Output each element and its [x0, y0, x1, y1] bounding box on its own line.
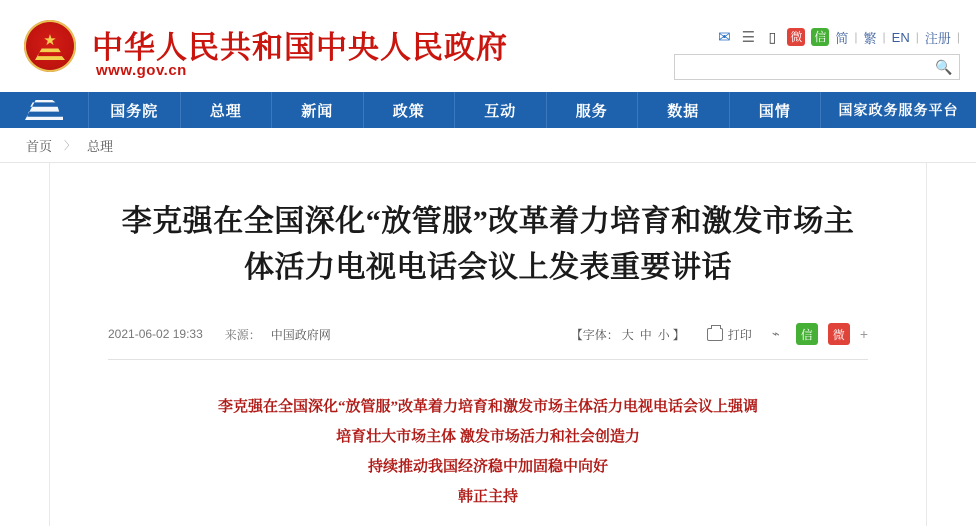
- subtitle-line: 持续推动我国经济稳中加固稳中向好: [367, 459, 608, 475]
- search-box: [674, 54, 960, 80]
- breadcrumb-item-premier[interactable]: 总理: [87, 138, 114, 154]
- share-weibo-icon[interactable]: 微: [828, 323, 850, 345]
- link-separator: |: [882, 30, 886, 44]
- site-header: [0, 0, 976, 92]
- nav-home-button[interactable]: [0, 92, 89, 128]
- article-container: [49, 163, 927, 526]
- site-url: www.gov.cn: [96, 62, 187, 79]
- printer-icon: [707, 328, 723, 341]
- site-title: 中华人民共和国中央人民政府: [92, 30, 508, 65]
- print-label: 打印: [727, 327, 752, 342]
- article-subtitles: [108, 392, 868, 512]
- nav-item-fuwu[interactable]: 服务: [547, 92, 639, 128]
- meta-divider: [108, 359, 868, 360]
- nav-item-government-service-platform[interactable]: 国家政务服务平台: [838, 102, 959, 118]
- share-more-icon[interactable]: +: [859, 326, 868, 342]
- breadcrumb-item-home[interactable]: 首页: [26, 138, 53, 154]
- mail-icon[interactable]: ✉: [718, 28, 731, 46]
- source-label: 来源：: [224, 327, 261, 342]
- header-links-row: [660, 26, 960, 48]
- breadcrumb-separator-icon: 〉: [64, 140, 76, 152]
- article: [50, 163, 926, 512]
- article-tools: [571, 323, 868, 345]
- source-name[interactable]: 中国政府网: [270, 327, 331, 342]
- lang-english-link[interactable]: EN: [891, 29, 910, 45]
- nav-item-zongli[interactable]: 总理: [181, 92, 273, 128]
- fontsize-bracket-right: 】: [672, 327, 685, 342]
- link-separator: |: [854, 30, 858, 44]
- emblem-circle: [24, 20, 76, 72]
- nav-item-zhengce[interactable]: 政策: [364, 92, 456, 128]
- fontsize-control: [571, 326, 685, 343]
- subtitle-line: 培育壮大市场主体 激发市场活力和社会创造力: [336, 429, 640, 445]
- print-button[interactable]: [707, 326, 752, 343]
- emblem-star-icon: ★: [43, 32, 57, 49]
- main-navigation: [0, 92, 976, 128]
- wechat-icon[interactable]: 信: [811, 28, 829, 46]
- nav-item-hudong[interactable]: 互动: [455, 92, 547, 128]
- nav-item-guowuyuan[interactable]: 国务院: [89, 92, 181, 128]
- search-icon[interactable]: 🔍: [931, 57, 957, 77]
- link-separator: |: [956, 30, 960, 44]
- fontsize-bracket-left: 【: [570, 327, 583, 342]
- mobile-icon[interactable]: ▯: [768, 29, 777, 45]
- fontsize-medium-button[interactable]: 中: [639, 327, 652, 342]
- link-separator: |: [915, 30, 919, 44]
- breadcrumb: [0, 128, 976, 163]
- subtitle-line: 韩正主持: [457, 489, 518, 505]
- nav-item-guoqing[interactable]: 国情: [730, 92, 822, 128]
- share-icon[interactable]: ⌁: [771, 326, 780, 341]
- fontsize-large-button[interactable]: 大: [621, 327, 634, 342]
- publish-date: 2021-06-02 19:33: [108, 327, 203, 341]
- page-title: 李克强在全国深化“放管服”改革着力培育和激发市场主体活力电视电话会议上发表重要讲话: [121, 205, 855, 284]
- lang-simplified-link[interactable]: 简: [835, 30, 849, 46]
- gate-home-icon: [25, 100, 63, 120]
- subtitle-line: 李克强在全国深化“放管服”改革着力培育和激发市场主体活力电视电话会议上强调: [217, 399, 758, 415]
- fontsize-label: 字体：: [582, 327, 619, 342]
- weibo-icon[interactable]: 微: [787, 28, 805, 46]
- national-emblem-icon: [22, 18, 78, 74]
- nav-item-shuju[interactable]: 数据: [638, 92, 730, 128]
- article-meta: [108, 321, 868, 347]
- nav-item-xinwen[interactable]: 新闻: [272, 92, 364, 128]
- header-utility-area: [660, 26, 960, 75]
- message-icon[interactable]: ☰: [741, 28, 756, 46]
- register-link[interactable]: 注册: [924, 30, 951, 46]
- lang-traditional-link[interactable]: 繁: [863, 30, 877, 46]
- share-wechat-icon[interactable]: 信: [796, 323, 818, 345]
- search-input[interactable]: [675, 55, 927, 79]
- fontsize-small-button[interactable]: 小: [657, 327, 670, 342]
